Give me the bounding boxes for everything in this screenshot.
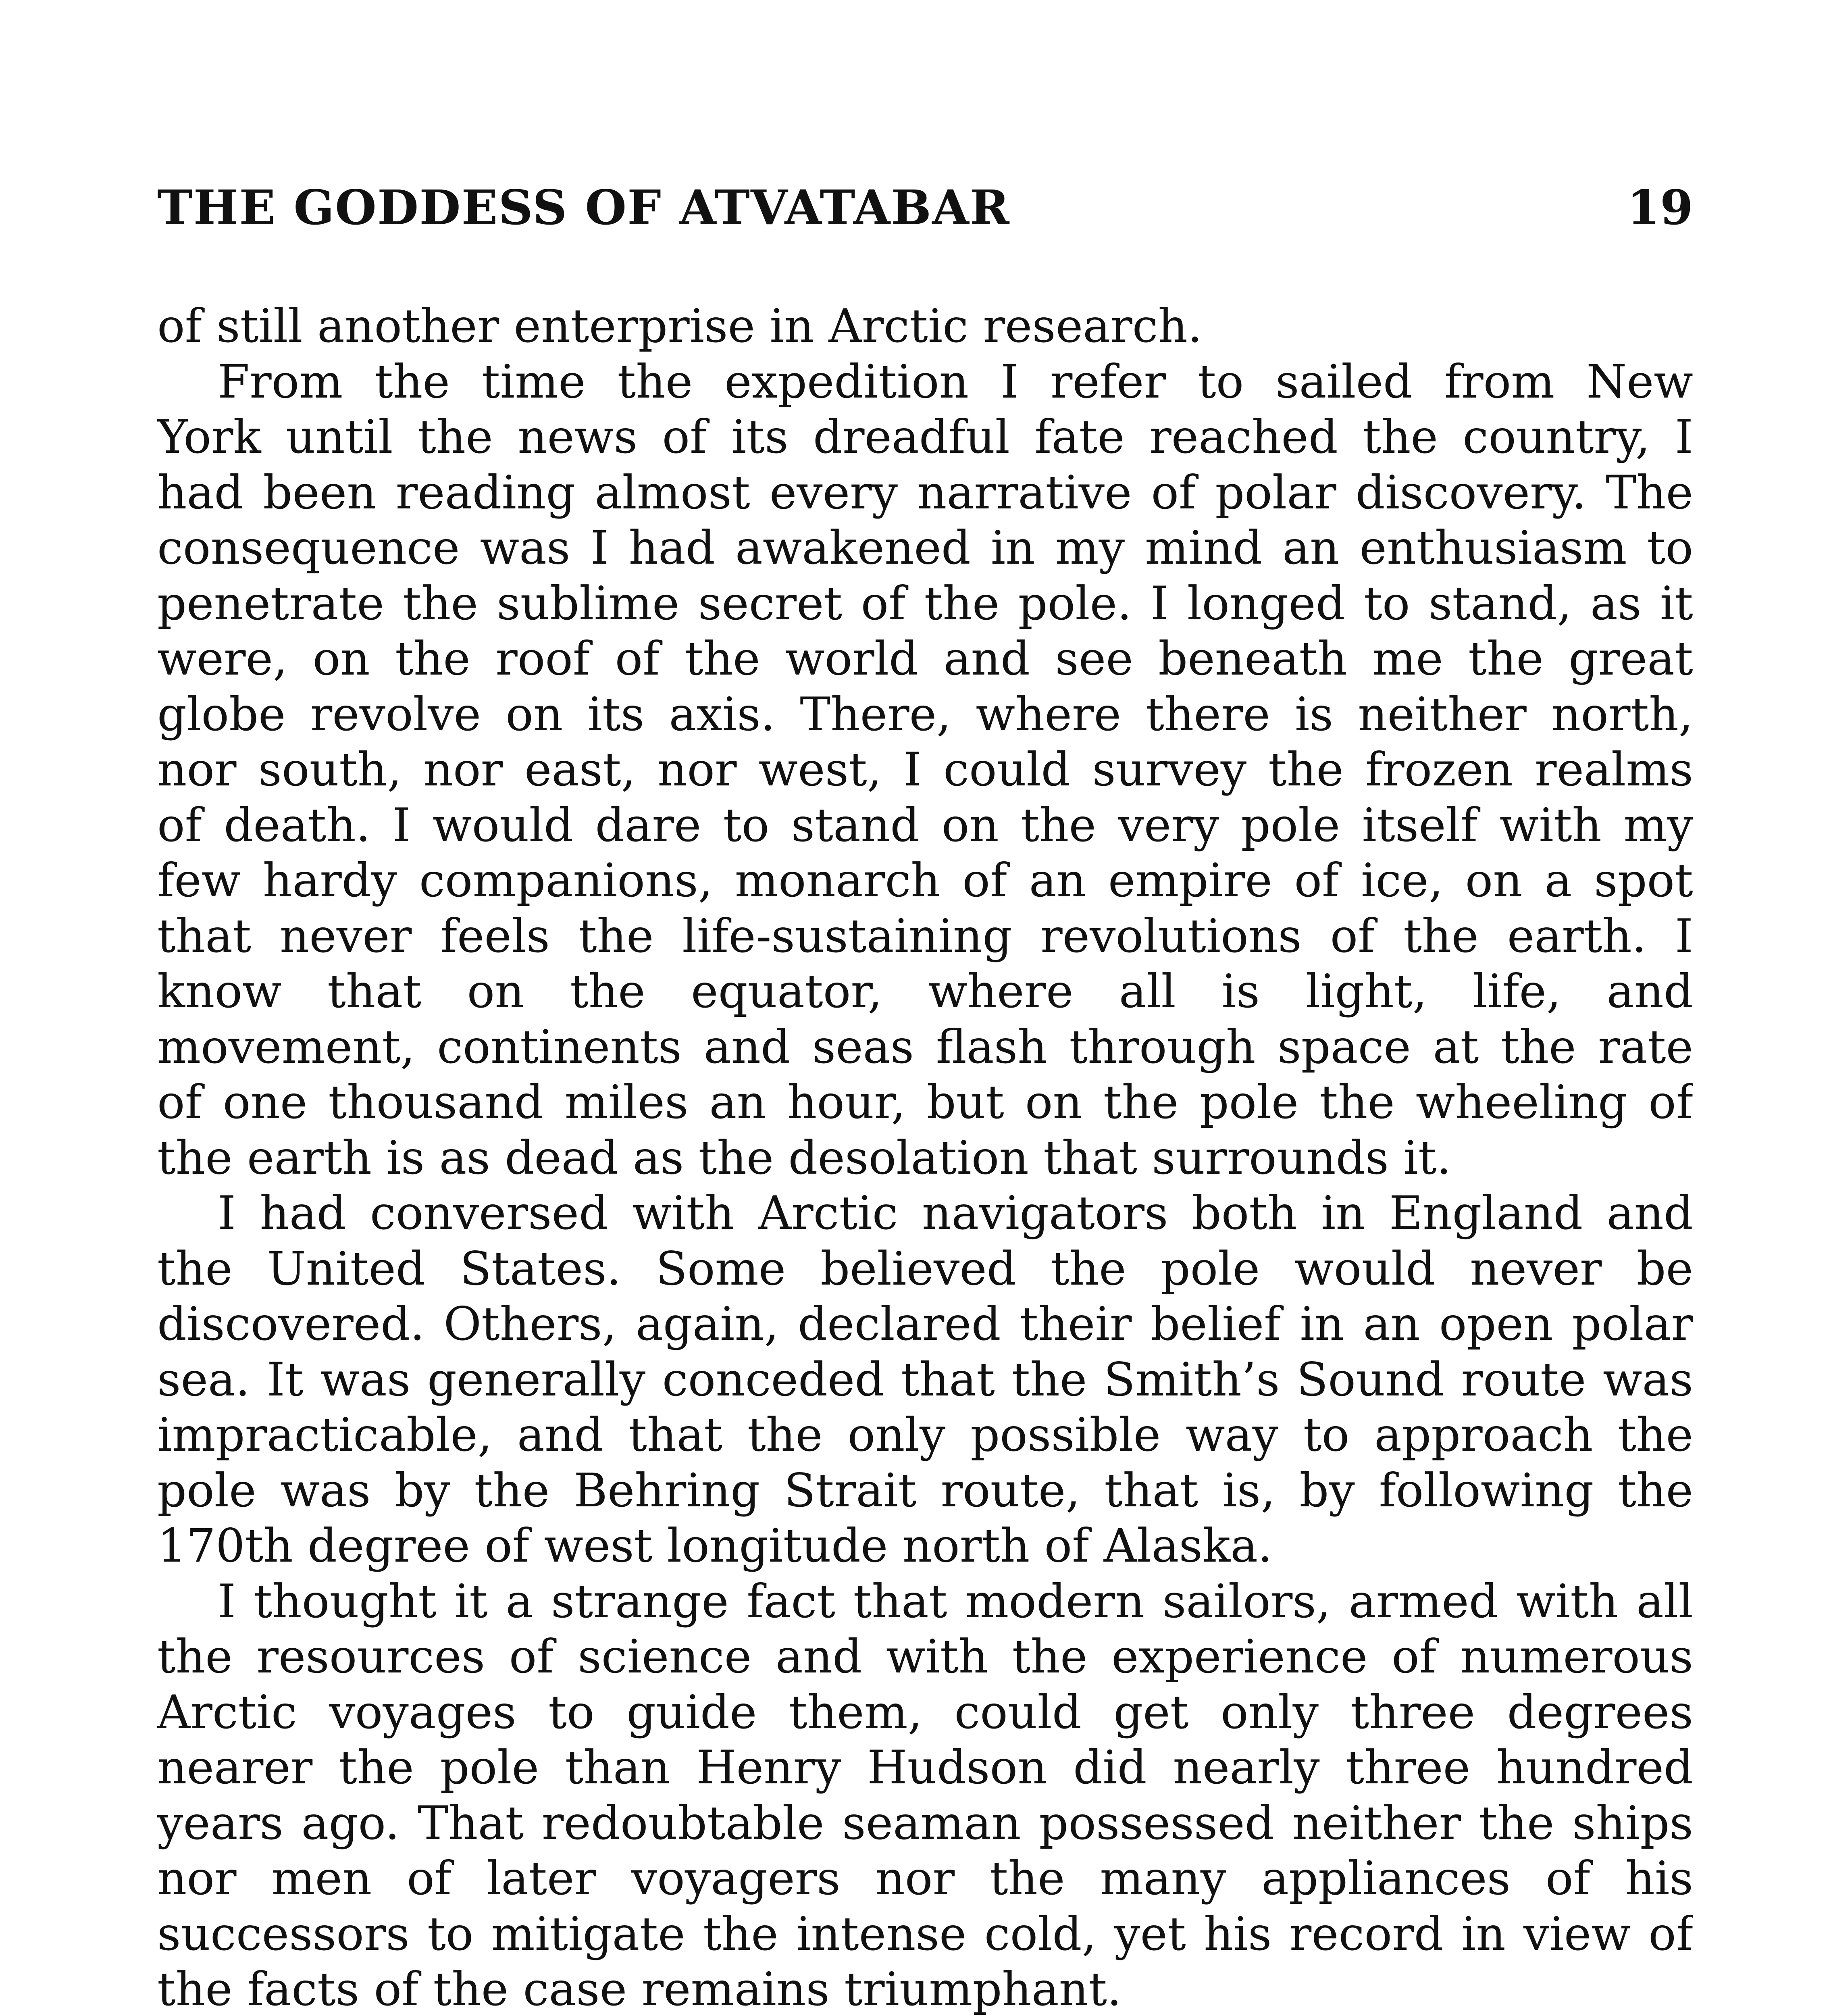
text-line: discovered. Others, again, declared their belief in an open polar (157, 1297, 1693, 1351)
text-line: Arctic voyages to guide them, could get only three degrees (157, 1685, 1693, 1739)
text-line: York until the news of its dreadful fate reached the country, I (157, 410, 1693, 464)
text-line: nor south, nor east, nor west, I could survey the frozen realms (157, 743, 1693, 796)
text-line: years ago. That redoubtable seaman possessed neither the ships (157, 1796, 1693, 1850)
text-line: successors to mitigate the intense cold, yet his record in view of (157, 1907, 1693, 1961)
body-text (157, 298, 1693, 2016)
text-line: know that on the equator, where all is light, life, and (157, 964, 1693, 1018)
text-line: the facts of the case remains triumphant. (157, 1962, 1122, 2016)
text-line: globe revolve on its axis. There, where there is neither north, (157, 687, 1693, 741)
text-line: I thought it a strange fact that modern sailors, armed with all (218, 1574, 1693, 1628)
page-number: 19 (1627, 179, 1693, 235)
text-line: had been reading almost every narrative of polar discovery. The (157, 465, 1693, 519)
text-line: nearer the pole than Henry Hudson did nearly three hundred (157, 1741, 1693, 1794)
text-line: From the time the expedition I refer to sailed from New (218, 354, 1693, 408)
text-line: sea. It was generally conceded that the Smith’s Sound route was (157, 1352, 1693, 1406)
text-line: few hardy companions, monarch of an empire of ice, on a spot (157, 854, 1693, 907)
text-line: of death. I would dare to stand on the very pole itself with my (157, 798, 1693, 852)
text-line: I had conversed with Arctic navigators both in England and (218, 1186, 1693, 1240)
text-line: the resources of science and with the experience of numerous (157, 1630, 1693, 1683)
text-line: of still another enterprise in Arctic research. (157, 299, 1203, 353)
text-line: pole was by the Behring Strait route, that is, by following the (157, 1463, 1693, 1517)
text-line: were, on the roof of the world and see beneath me the great (157, 632, 1693, 685)
running-title: THE GODDESS OF ATVATABAR (157, 179, 1010, 235)
page-header (157, 177, 1693, 246)
text-line: nor men of later voyagers nor the many appliances of his (157, 1851, 1693, 1905)
text-line: consequence was I had awakened in my mind an enthusiasm to (157, 521, 1693, 575)
text-line: the United States. Some believed the pole would never be (157, 1241, 1693, 1295)
text-line: movement, continents and seas flash through space at the rate (157, 1020, 1693, 1074)
text-line: impracticable, and that the only possible way to approach the (157, 1408, 1693, 1462)
text-line: 170th degree of west longitude north of Alaska. (157, 1519, 1273, 1572)
text-line: penetrate the sublime secret of the pole. I longed to stand, as it (157, 576, 1693, 630)
text-line: the earth is as dead as the desolation that surrounds it. (157, 1131, 1451, 1185)
text-line: that never feels the life-sustaining revolutions of the earth. I (157, 909, 1693, 963)
text-line: of one thousand miles an hour, but on the pole the wheeling of (157, 1075, 1693, 1129)
